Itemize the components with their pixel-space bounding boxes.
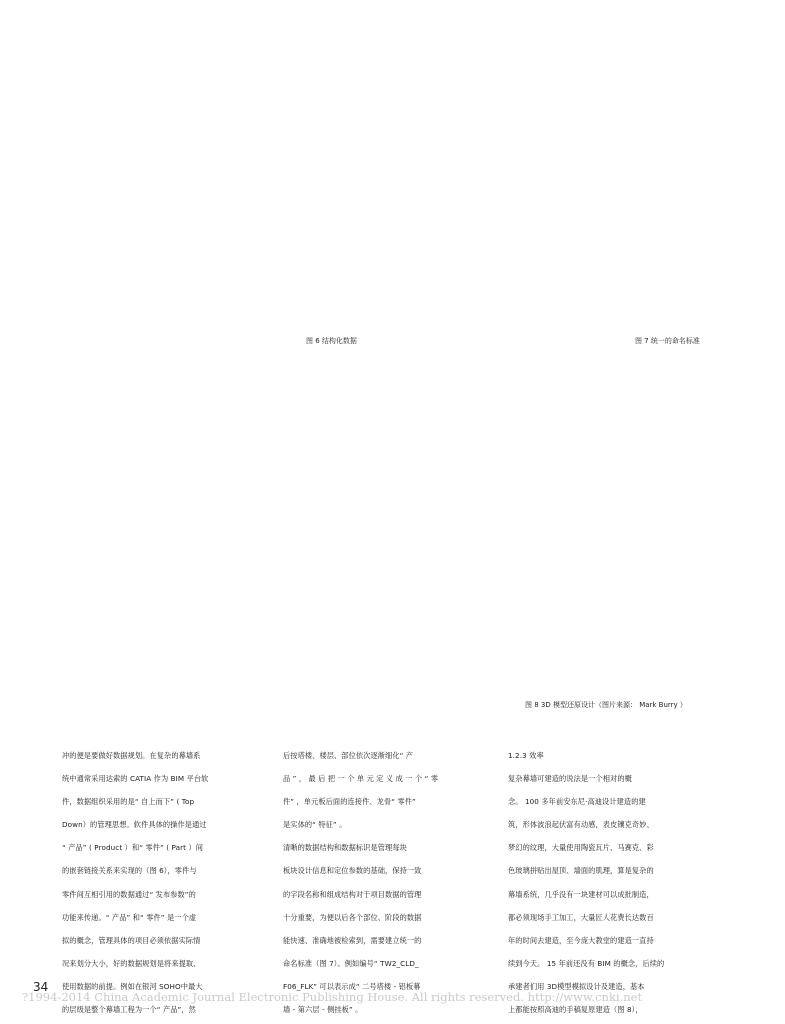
figure-8-caption: 图 8 3D 模型还原设计（图片来源： Mark Burry ） xyxy=(525,701,687,709)
text-line: 梦幻的纹理，大量使用陶瓷瓦片、马赛克、彩 xyxy=(508,843,654,853)
text-line: 年的时间去建造，至今庞大教堂的建造一直持 xyxy=(508,935,654,945)
text-line: 承建者们用 3D模型模拟设计及建造，基本 xyxy=(508,981,645,991)
text-line: 续到今天。 15 年前还没有 BIM 的概念，后续的 xyxy=(508,958,665,968)
text-line: 1.2.3 效率 xyxy=(508,751,544,760)
text-line: 念。 100 多年前安东尼·高迪设计建造的建 xyxy=(508,797,646,807)
text-line: 墙 - 第六层 - 侧挂板” 。 xyxy=(283,1005,363,1015)
text-line: 的字段名称和组成结构对于项目数据的管理 xyxy=(283,889,422,899)
copyright-watermark: ?1994-2014 China Academic Journal Electronic Publishing House. All rights reserved. http://www.cnki.net xyxy=(22,990,643,1004)
text-line: 复杂幕墙可建造的说法是一个相对的概 xyxy=(508,774,632,784)
text-line: 十分重要，为便以后各个部位、阶段的数据 xyxy=(283,912,422,922)
text-line: 件” ，单元板后面的连接件、龙骨“ 零件” xyxy=(283,797,416,807)
text-line: 零件间互相引用的数据通过“ 发布参数”的 xyxy=(62,889,196,899)
text-line: 清晰的数据结构和数据标识是管理每块 xyxy=(283,843,407,853)
text-line: 统中通常采用达索的 CATIA 作为 BIM 平台软 xyxy=(62,774,209,784)
text-line: 板块设计信息和定位参数的基础，保持一致 xyxy=(283,866,422,876)
text-line: 品 ” ， 最 后 把 一 个 单 元 定 义 成 一 个 “ 零 xyxy=(283,774,439,784)
text-column-2 xyxy=(283,744,495,1021)
text-line: 上都能按照高迪的手稿复原建造（图 8）， xyxy=(508,1005,643,1015)
text-line: 的嵌套链接关系来实现的（图 6），零件与 xyxy=(62,866,197,876)
text-line: 色玻璃拼贴出屋顶、墙面的肌理，算是复杂的 xyxy=(508,866,654,876)
text-line: 冲的便是要做好数据规划。在复杂的幕墙系 xyxy=(62,751,201,760)
text-line: 是实体的“ 特征” 。 xyxy=(283,820,347,830)
text-column-3 xyxy=(508,744,720,1021)
figure-7-caption: 图 7 统一的命名标准 xyxy=(635,337,700,345)
text-line: 功能来传递。“ 产品” 和“ 零件” 是一个虚 xyxy=(62,912,197,922)
figure-6-caption: 图 6 结构化数据 xyxy=(306,337,357,345)
text-line: Down）的管理思想。软件具体的操作是通过 xyxy=(62,820,207,830)
text-column-1 xyxy=(62,744,275,1021)
text-line: 都必须现场手工加工，大量匠人花费长达数百 xyxy=(508,912,654,922)
text-line: 况来划分大小，好的数据规划是将来提取、 xyxy=(62,958,201,968)
text-line: 拟的概念，管理具体的项目必须依据实际情 xyxy=(62,935,201,945)
text-line: 后按塔楼、楼层、部位依次逐渐细化“ 产 xyxy=(283,751,414,760)
text-line: 能快速、准确地被检索到，需要建立统一的 xyxy=(283,935,422,945)
text-line: 幕墙系统，几乎没有一块建材可以成批制造， xyxy=(508,889,654,899)
text-line: 的层级是整个幕墙工程为一个“ 产品”，然 xyxy=(62,1005,196,1015)
text-line: 筑，形体波浪起伏富有动感，表皮镶克奇妙、 xyxy=(508,820,654,830)
text-line: F06_FLK” 可以表示成“ 二号塔楼 - 铝板幕 xyxy=(283,981,421,991)
text-line: “ 产品” ( Product ）和“ 零件” ( Part ）间 xyxy=(62,843,204,853)
text-line: 使用数据的前提。例如在银河 SOHO中最大 xyxy=(62,981,203,991)
text-line: 命名标准（图 7）。例如编号“ TW2_CLD_ xyxy=(283,958,419,968)
page-number: 34 xyxy=(33,980,49,994)
text-line: 件，数据组织采用的是“ 自上而下” ( Top xyxy=(62,797,195,807)
